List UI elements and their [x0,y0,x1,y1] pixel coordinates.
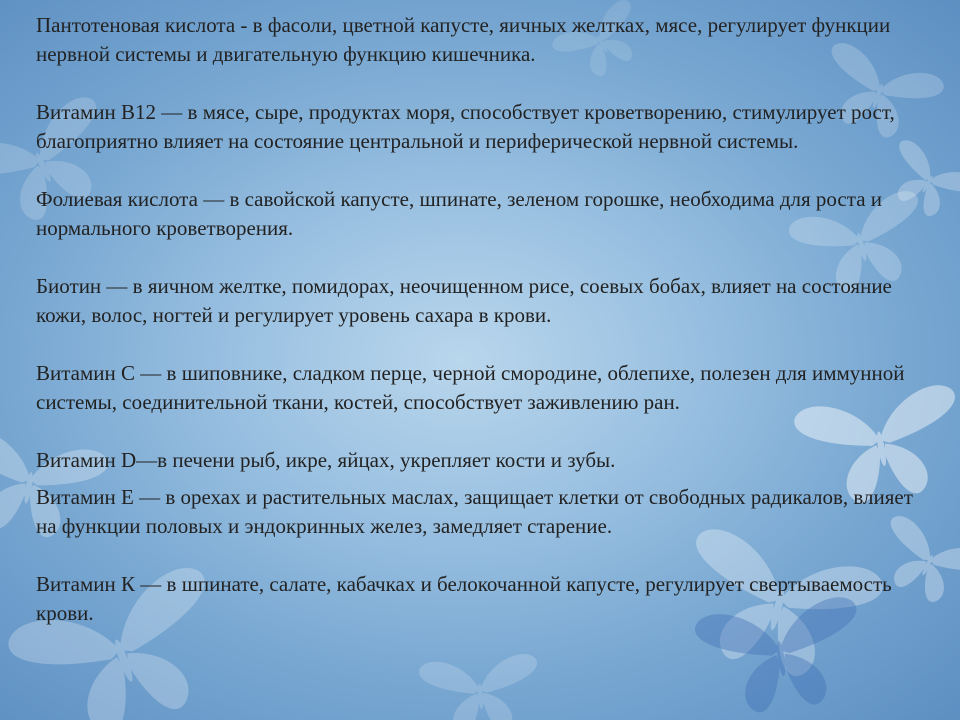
paragraph-vitamin-e: Витамин Е — в орехах и растительных маслах, защищает клетки от свободных радикалов, влияет на функции половых и эндокринных желез, замедляет старение. [36,485,913,538]
paragraph-vitamin-c: Витамин С — в шиповнике, сладком перце, черной смородине, облепихе, полезен для иммунной системы, соединительной ткани, костей, способствует заживлению ран. [36,361,905,414]
vitamin-text-block [36,11,916,628]
paragraph-vitamin-b12: Витамин В12 — в мясе, сыре, продуктах моря, способствует кроветворению, стимулирует рост, благоприятно влияет на состояние центральной и периферической нервной системы. [36,100,895,153]
paragraph-vitamin-k: Витамин К — в шпинате, салате, кабачках и белокочанной капусте, регулирует свертываемость крови. [36,572,892,625]
paragraph-biotin: Биотин — в яичном желтке, помидорах, неочищенном рисе, соевых бобах, влияет на состояние кожи, волос, ногтей и регулирует уровень сахара в крови. [36,274,892,327]
paragraph-folic-acid: Фолиевая кислота — в савойской капусте, шпинате, зеленом горошке, необходима для роста и нормального кроветворения. [36,187,882,240]
butterfly-icon [418,653,543,720]
paragraph-vitamin-d: Витамин D—в печени рыб, икре, яйцах, укрепляет кости и зубы. [36,448,616,472]
paragraph-pantothenic-acid: Пантотеновая кислота - в фасоли, цветной капусте, яичных желтках, мясе, регулирует функции нервной системы и двигательную функцию кишечника. [36,13,891,66]
